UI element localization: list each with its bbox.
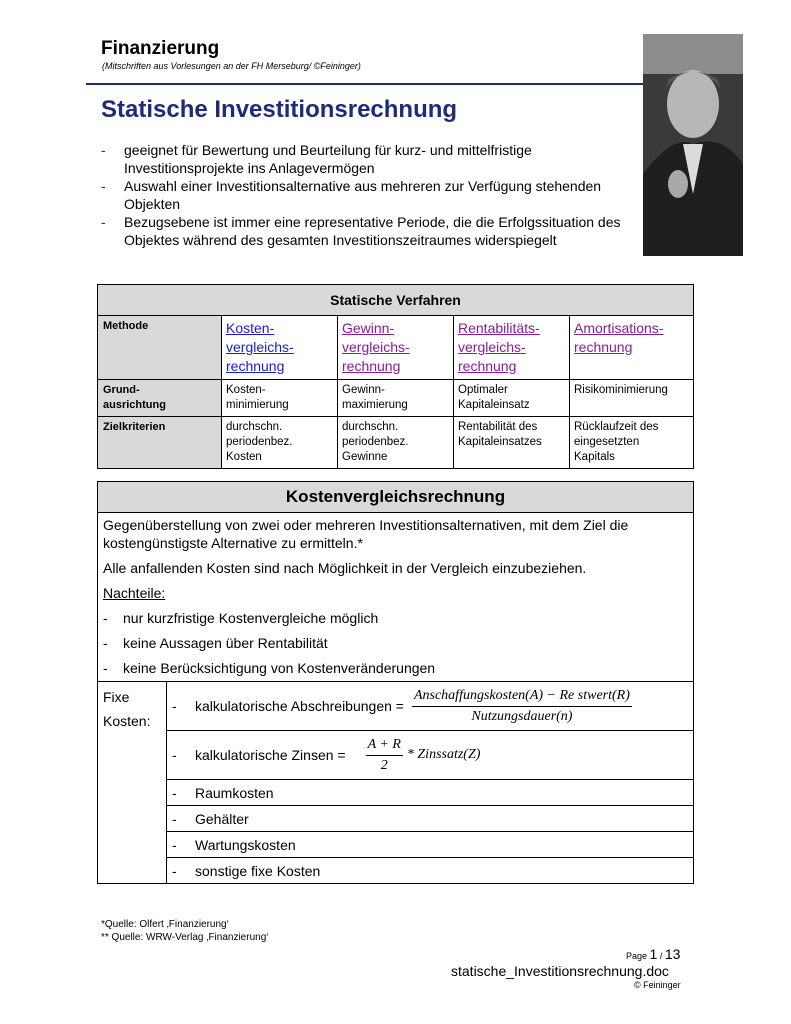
page-number: Page 1 / 13 [626,946,681,962]
table-cell: durchschn. periodenbez. Gewinne [338,417,454,469]
footnote: ** Quelle: WRW-Verlag ‚Finanzierung‘ [101,932,269,943]
method-link-gewinn[interactable]: Gewinn- vergleichs- rechnung [342,320,410,374]
row-label-methode: Methode [98,316,222,380]
formula-label: kalkulatorische Abschreibungen = [195,698,404,714]
kostenvergleich-table [97,481,694,884]
bullet-dash: - [101,178,106,194]
copyright: © Feininger [634,980,681,990]
description-paragraph: Alle anfallenden Kosten sind nach Möglichkeit in der Vergleich einzubeziehen. [103,560,587,576]
bullet-text: geeignet für Bewertung und Beurteilung für kurz- und mittelfristige Investitionsprojekte ins Anlagevermögen [124,142,532,176]
nachteile-label: Nachteile: [103,585,166,601]
header-divider [86,83,644,85]
table-cell: Rücklaufzeit des eingesetzten Kapitals [570,417,694,469]
table-heading: Kostenvergleichsrechnung [98,482,694,513]
bullet-item [101,141,631,177]
table-cell: Kosten- minimierung [222,380,338,417]
author-photo [643,34,743,256]
formula-label: kalkulatorische Zinsen = [195,747,346,763]
nachteil-item: - nur kurzfristige Kostenvergleiche möglich [103,610,379,626]
formula-zinsen: - kalkulatorische Zinsen = $\frac{A + R}{2}$ * Zinssatz(Z) [167,731,694,780]
bullet-item [101,213,631,249]
method-link-kosten[interactable]: Kosten- vergleichs- rechnung [226,320,294,374]
bullet-dash: - [101,142,106,158]
bullet-text: Auswahl einer Investitionsalternative aus mehreren zur Verfügung stehenden Objekten [124,178,602,212]
header-subtitle: (Mitschriften aus Vorlesungen an der FH Merseburg/ ©Feininger) [102,61,361,71]
footnote: *Quelle: Olfert ‚Finanzierung‘ [101,919,229,930]
main-title: Statische Investitionsrechnung [101,96,458,123]
kostenvergleich-description [98,513,694,682]
table-cell: durchschn. periodenbez. Kosten [222,417,338,469]
row-label-zielkriterien: Zielkriterien [98,417,222,469]
nachteil-item: - keine Berücksichtigung von Kostenveränderungen [103,660,436,676]
fixed-cost-item: - Raumkosten [167,780,694,806]
header-title: Finanzierung [101,38,220,59]
footnotes [101,918,268,944]
table-cell: Optimaler Kapitaleinsatz [454,380,570,417]
table-cell: Gewinn- maximierung [338,380,454,417]
formula-abschreibung: - kalkulatorische Abschreibungen = $\frac{\text{Anschaffungskosten(A) − Re stwert(R)}}{\text{Nutzungsdauer(n)}}$ [167,682,694,731]
fixed-cost-item: - Wartungskosten [167,832,694,858]
description-paragraph: Gegenüberstellung von zwei oder mehreren Investitionsalternativen, mit dem Ziel die kostengünstigste Alternative zu ermitteln.* [103,517,629,551]
intro-bullet-list [101,141,631,249]
table-heading: Statische Verfahren [98,285,694,316]
nachteil-item: - keine Aussagen über Rentabilität [103,635,328,651]
fraction: $\frac{\text{Anschaffungskosten(A) − Re stwert(R)}}{\text{Nutzungsdauer(n)}}$ [413,687,630,724]
bullet-item [101,177,631,213]
fixed-cost-item: - Gehälter [167,806,694,832]
bullet-dash: - [101,214,106,230]
row-label-grundausrichtung: Grund- ausrichtung [98,380,222,417]
file-name: statische_Investitionsrechnung.doc [451,963,669,979]
statische-verfahren-table [97,284,694,469]
method-link-rentabilitaet[interactable]: Rentabilitäts- vergleichs- rechnung [458,320,540,374]
fraction: $\frac{A + R}{2}$ [367,736,401,773]
method-link-amortisation[interactable]: Amortisations- rechnung [574,320,664,355]
fixed-cost-item: - sonstige fixe Kosten [167,858,694,884]
bullet-text: Bezugsebene ist immer eine representative Periode, die die Erfolgssituation des Objektes während des gesamten Investitionszeitraumes widerspiegelt [124,214,621,248]
table-cell: Rentabilität des Kapitaleinsatzes [454,417,570,469]
table-cell: Risikominimierung [570,380,694,417]
fixe-kosten-label: Fixe Kosten: [98,682,167,884]
